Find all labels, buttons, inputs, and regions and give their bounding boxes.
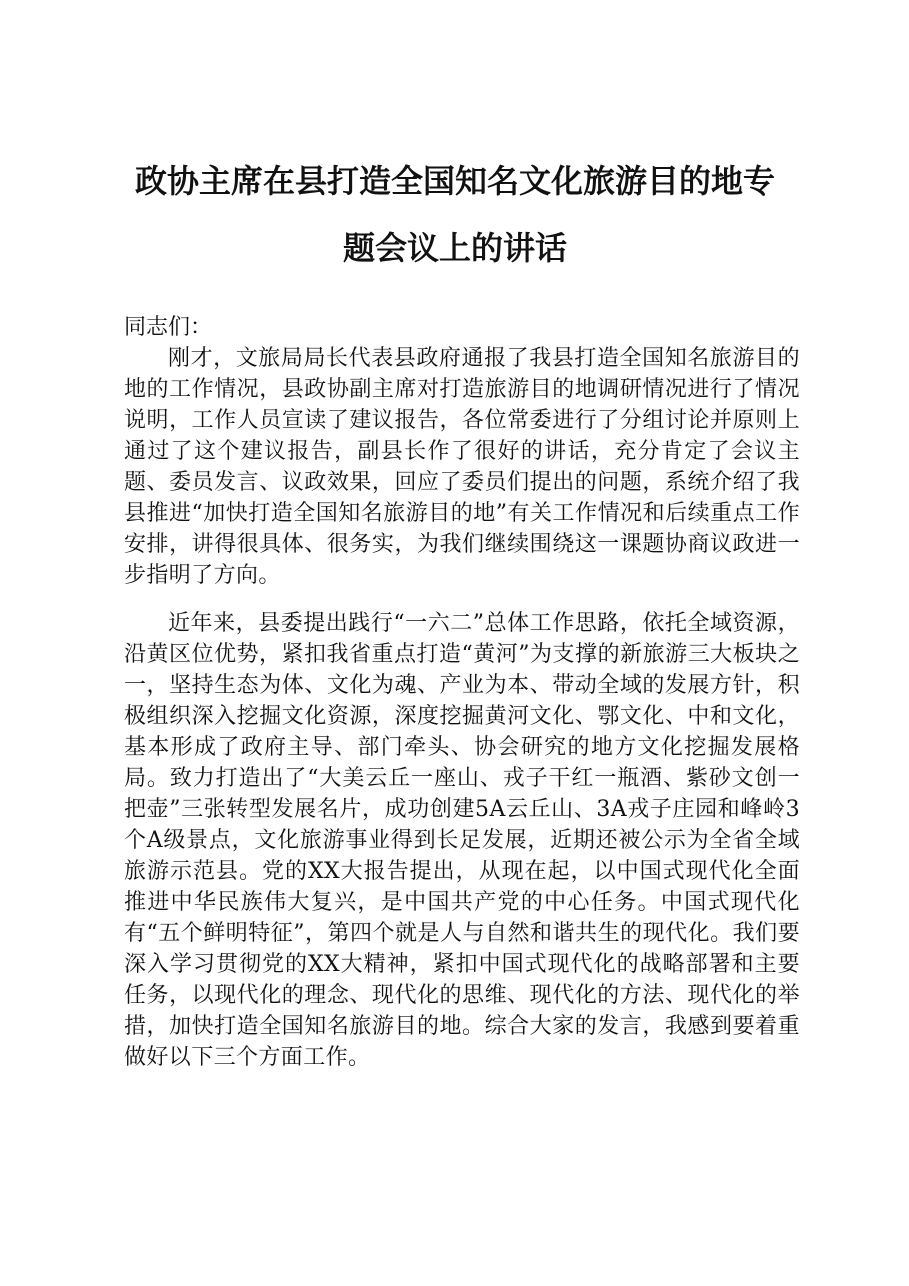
salutation: 同志们：: [124, 315, 213, 340]
document-title-line-2: 题会议上的讲话: [342, 229, 567, 267]
paragraph-2: 近年来，县委提出践行“一六二”总体工作思路，依托全域资源，沿黄区位优势，紧扣我省重点打造“黄河”为支撑的新旅游三大板块之一，坚持生态为体、文化为魂、产业为本、带动全域的发展方针，积极组织深入挖掘文化资源，深度挖掘黄河文化、鄂文化、中和文化，基本形成了政府主导、部门牵头、协会研究的地方文化挖掘发展格局。致力打造出了“大美云丘一座山、戎子干红一瓶酒、紫砂文创一把壶”三张转型发展名片，成功创建5A云丘山、3A戎子庄园和峰岭3个A级景点，文化旅游事业得到长足发展，近期还被公示为全省全域旅游示范县。党的XX大报告提出，从现在起，以中国式现代化全面推进中华民族伟大复兴，是中国共产党的中心任务。中国式现代化有“五个鲜明特征”，第四个就是人与自然和谐共生的现代化。我们要深入学习贯彻党的XX大精神，紧扣中国式现代化的战略部署和主要任务，以现代化的理念、现代化的思维、现代化的方法、现代化的举措，加快打造全国知名旅游目的地。综合大家的发言，我感到要着重做好以下三个方面工作。: [124, 611, 800, 1070]
paragraph-1: 刚才，文旅局局长代表县政府通报了我县打造全国知名旅游目的地的工作情况，县政协副主席对打造旅游目的地调研情况进行了情况说明，工作人员宣读了建议报告，各位常委进行了分组讨论并原则上通过了这个建议报告，副县长作了很好的讲话，充分肯定了会议主题、委员发言、议政效果，回应了委员们提出的问题，系统介绍了我县推进“加快打造全国知名旅游目的地”有关工作情况和后续重点工作安排，讲得很具体、很务实，为我们继续围绕这一课题协商议政进一步指明了方向。: [124, 346, 800, 588]
document-title-line-1: 政协主席在县打造全国知名文化旅游目的地专: [134, 162, 775, 200]
